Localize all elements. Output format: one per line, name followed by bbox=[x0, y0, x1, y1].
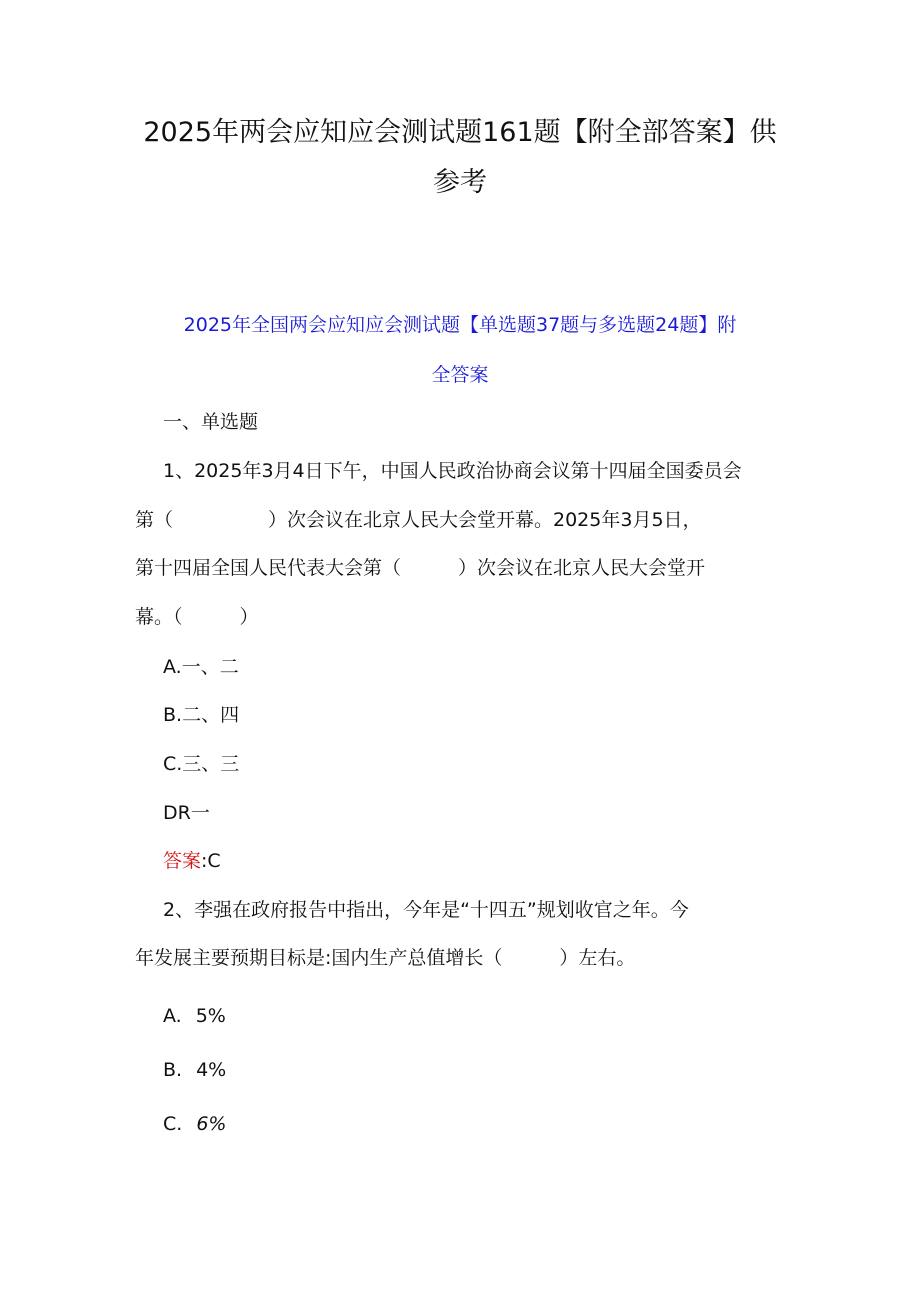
option-letter: C. bbox=[163, 1113, 183, 1135]
question-1-line-3: 第十四届全国人民代表大会第（ ）次会议在北京人民大会堂开 bbox=[135, 557, 706, 579]
subtitle-line-1: 2025年全国两会应知应会测试题【单选题37题与多选题24题】附 bbox=[183, 314, 737, 336]
question-1-option-c: C.三、三 bbox=[163, 753, 240, 775]
option-value: 5% bbox=[195, 1005, 226, 1027]
option-value: 6% bbox=[196, 1113, 227, 1135]
question-1-option-b: B.二、四 bbox=[163, 704, 240, 726]
question-2-line-1: 2、李强在政府报告中指出，今年是“十四五”规划收官之年。今 bbox=[163, 899, 689, 921]
question-2-option-c bbox=[163, 1112, 226, 1136]
question-2-option-b bbox=[163, 1058, 226, 1082]
document-title bbox=[130, 108, 790, 208]
title-line-1: 2025年两会应知应会测试题161题【附全部答案】供 bbox=[143, 117, 777, 148]
option-letter: B. bbox=[163, 1059, 183, 1081]
answer-value: :C bbox=[201, 850, 221, 872]
question-1-line-1: 1、2025年3月4日下午，中国人民政治协商会议第十四届全国委员会 bbox=[163, 460, 742, 482]
question-1-line-4: 幕。（ ） bbox=[135, 606, 259, 628]
question-1-line-2: 第（ ）次会议在北京人民大会堂开幕。2025年3月5日， bbox=[135, 509, 702, 531]
document-subtitle bbox=[140, 300, 780, 400]
option-letter: A. bbox=[163, 1005, 182, 1027]
question-1-option-d: DR一 bbox=[163, 802, 210, 824]
question-2-option-a bbox=[163, 1004, 226, 1028]
question-1-option-a: A.一、二 bbox=[163, 656, 239, 678]
title-line-2: 参考 bbox=[433, 167, 487, 198]
subtitle-line-2: 全答案 bbox=[431, 364, 489, 386]
question-2-line-2: 年发展主要预期目标是:国内生产总值增长（ ）左右。 bbox=[135, 947, 636, 969]
question-1-answer bbox=[163, 849, 221, 873]
section-heading: 一、单选题 bbox=[163, 411, 259, 433]
answer-label: 答案 bbox=[163, 850, 202, 872]
option-value: 4% bbox=[196, 1059, 227, 1081]
